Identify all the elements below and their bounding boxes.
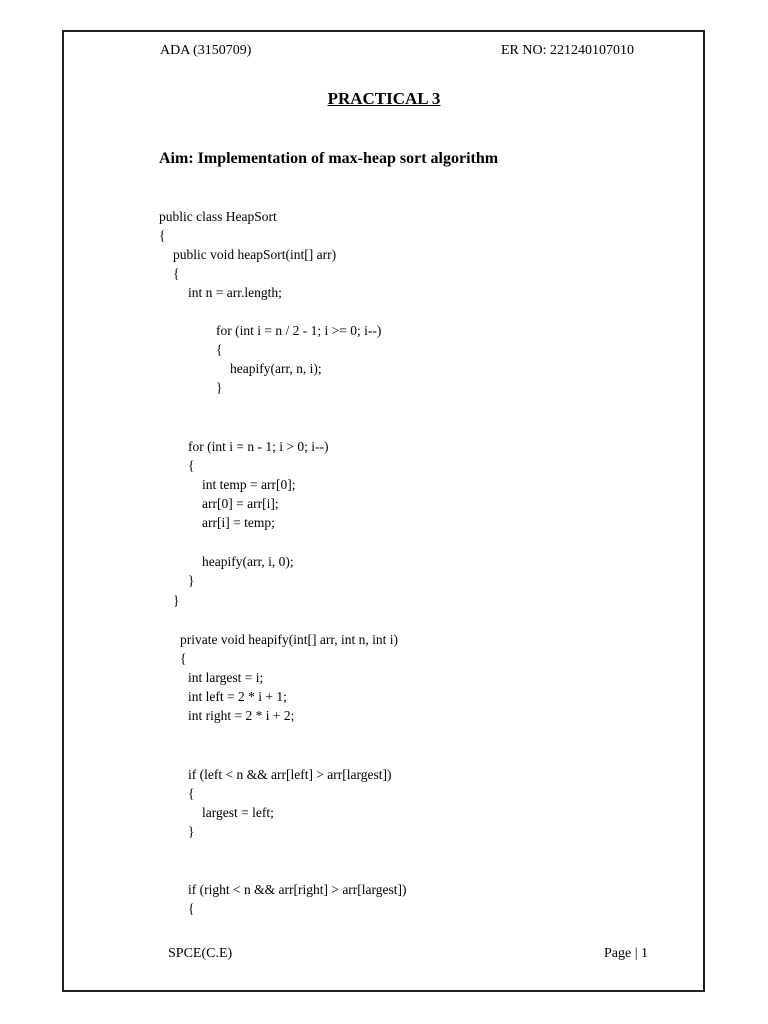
code-line: { xyxy=(216,342,223,357)
code-line: } xyxy=(188,573,195,588)
code-line: for (int i = n / 2 - 1; i >= 0; i--) xyxy=(216,323,382,338)
code-line: { xyxy=(173,266,180,281)
code-line: int left = 2 * i + 1; xyxy=(188,689,287,704)
code-line: int temp = arr[0]; xyxy=(202,477,296,492)
page-border xyxy=(62,30,705,992)
code-line: { xyxy=(180,651,187,666)
code-line: arr[0] = arr[i]; xyxy=(202,496,279,511)
code-line: } xyxy=(216,380,223,395)
code-line: if (left < n && arr[left] > arr[largest]) xyxy=(188,767,392,782)
footer-page-number: Page | 1 xyxy=(604,946,649,961)
code-line: heapify(arr, n, i); xyxy=(230,361,322,376)
aim-heading: Aim: Implementation of max-heap sort algorithm xyxy=(159,150,499,167)
code-line: int right = 2 * i + 2; xyxy=(188,708,295,723)
code-line: for (int i = n - 1; i > 0; i--) xyxy=(188,439,329,454)
code-line: int largest = i; xyxy=(188,670,264,685)
code-line: arr[i] = temp; xyxy=(202,515,275,530)
code-line: private void heapify(int[] arr, int n, int i) xyxy=(180,632,399,647)
code-line: } xyxy=(173,593,180,608)
header-enrollment: ER NO: 221240107010 xyxy=(501,43,634,58)
code-line: } xyxy=(188,824,195,839)
code-line: { xyxy=(188,458,195,473)
footer-left: SPCE(C.E) xyxy=(168,946,233,961)
code-line: heapify(arr, i, 0); xyxy=(202,554,294,569)
code-line: public void heapSort(int[] arr) xyxy=(173,247,337,262)
code-line: largest = left; xyxy=(202,805,274,820)
page-title: PRACTICAL 3 xyxy=(327,89,441,108)
code-line: if (right < n && arr[right] > arr[largest]) xyxy=(188,882,407,897)
code-line: { xyxy=(188,901,195,916)
header-course: ADA (3150709) xyxy=(160,43,252,58)
code-line: { xyxy=(188,786,195,801)
code-line: { xyxy=(159,228,166,243)
code-line: public class HeapSort xyxy=(159,209,277,224)
code-line: int n = arr.length; xyxy=(188,285,282,300)
